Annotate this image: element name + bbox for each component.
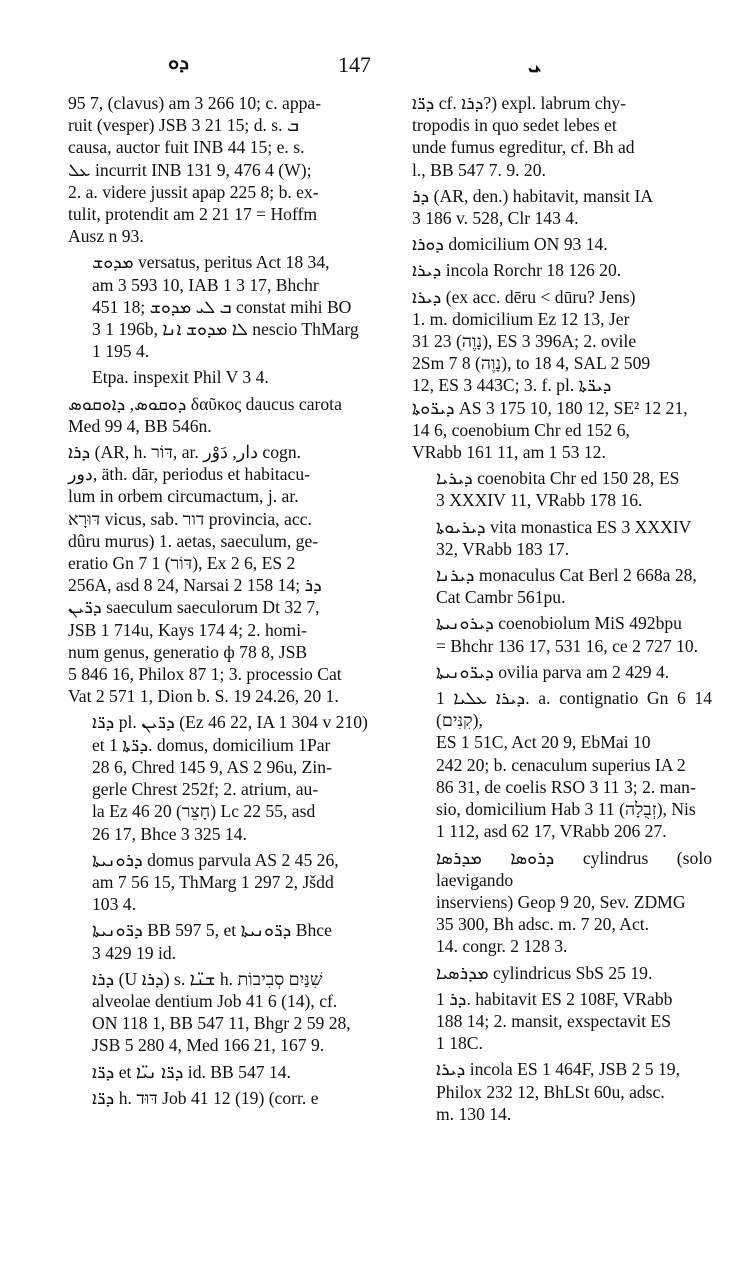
dictionary-entry: ܕܪ 1. habitavit ES 2 108F, VRabb 188 14; 2. mansit, exspectavit ES 1 18C. xyxy=(436,988,673,1054)
dictionary-entry: ܕܝܪܐ ܥܠܝܐ 1. a. contignatio Gn 6 14 (קִנִּים), ES 1 51C, Act 20 9, EbMai 10 242 20; b. cenaculum superius IA 2 86 31, de coelis RSO 3 11 3; 2. man- sio, domicilium Hab 3 11 (זְבֻלָה), Nis 1 112, asd 62 17, VRabb 206 27. xyxy=(436,688,712,842)
dictionary-entry: ܕܪ̈ܐ pl. ܕܪ̈ܝܢ (Ez 46 22, IA 1 304 v 210) et ܕܪ̈ܬܐ 1. domus, domicilium 1Par 28 6, Chred 145 9, AS 2 96u, Zin- gerle Chrest 252f; 2. atrium, au- la Ez 46 20 (חָצֵר) Lc 22 55, asd 26 17, Bhce 3 325 14. xyxy=(92,712,368,844)
left-column xyxy=(68,92,372,1113)
header-right-catchword: ܝ xyxy=(528,52,541,77)
dictionary-entry: ܡܕܪܣܝܐ cylindricus SbS 25 19. xyxy=(436,962,653,983)
header-left-catchword: ܕܘ xyxy=(168,52,190,74)
dictionary-entry: ܕܪܘܣܐ ܡܕܪܣܐ cylindrus (solo laevigando inserviens) Geop 9 20, Sev. ZDMG 35 300, Bh adsc. m. 7 20, Act. 14. congr. 2 128 3. xyxy=(436,847,712,957)
dictionary-entry: ܕܝܪܝܐ coenobita Chr ed 150 28, ES 3 XXXIV 11, VRabb 178 16. xyxy=(436,468,680,511)
dictionary-entry: ܕܝܪܢܐ monaculus Cat Berl 2 668a 28, Cat Cambr 561pu. xyxy=(436,565,697,608)
dictionary-entry: ܕܝܪܝܘܬܐ vita monastica ES 3 XXXIV 32, VRabb 183 17. xyxy=(436,516,692,559)
dictionary-entry: ܕܪܐ (U ܕܪܐ) s. ܫܢ̈ܐ h. שִׁנַּיִם סְבִיבוֹת alveolae dentium Job 41 6 (14), cf. ON 118 1, BB 547 11, Bhgr 2 59 28, JSB 5 280 4, Med 166 21, 167 9. xyxy=(92,968,351,1056)
dictionary-entry: ܕܝܪ̈ܘܢܝܬܐ ovilia parva am 2 429 4. xyxy=(436,661,670,682)
right-column xyxy=(412,92,712,1129)
dictionary-entry: ܕܝܪܐ incola ES 1 464F, JSB 2 5 19, Philox 232 12, BhLSt 60u, adsc. m. 130 14. xyxy=(436,1059,680,1124)
dictionary-entry: ܕܝܪܐ (ex acc. dēru < dūru? Jens) 1. m. domicilium Ez 12 13, Jer 31 23 (נָוֶה), ES 3 396A; 2. ovile 2Sm 7 8 (נָוֶה), to 18 4, SAL 2 509 12, ES 3 443C; 3. f. pl. ܕܝܪ̈ܬܐ ܕܝܪ̈ܘܬܐ AS 3 175 10, 180 12, SE² 12 21, 14 6, coenobium Chr ed 152 6, VRabb 161 11, am 1 53 12. xyxy=(412,286,688,463)
dictionary-entry: ܕܪ̈ܐ cf. ܕܪܐ?) expl. labrum chy- tropodis in quo sedet lebes et unde fumus egreditur, cf. Bh ad l., BB 547 7. 9. 20. xyxy=(412,93,635,180)
dictionary-entry: Etpa. inspexit Phil V 3 4. xyxy=(92,367,269,388)
dictionary-entry: ܕܝܪܐ incola Rorchr 18 126 20. xyxy=(412,260,622,281)
dictionary-entry: 95 7, (clavus) am 3 266 10; c. appa- ruit (vesper) JSB 3 21 15; d. s. ܒ causa, auctor fuit INB 44 15; e. s. ܥܠ incurrit INB 131 9, 476 4 (W); 2. a. videre jussit apap 225 8; b. ex- tulit, protendit am 2 21 17 = Hoffm Ausz n 93. xyxy=(68,93,322,247)
dictionary-entry: ܕܝܪܘܢܝܬܐ coenobiolum MiS 492bpu = Bhchr 136 17, 531 16, ce 2 727 10. xyxy=(436,613,699,656)
dictionary-entry: ܕܪ̈ܐ h. דּוּד Job 41 12 (19) (corr. e xyxy=(92,1087,319,1108)
dictionary-entry: ܕܪ (AR, den.) habitavit, mansit IA 3 186 v. 528, Clr 143 4. xyxy=(412,185,654,229)
dictionary-entry: ܕܘܪܐ domicilium ON 93 14. xyxy=(412,234,608,255)
dictionary-entry: ܕܪܘܢܝܬܐ domus parvula AS 2 45 26, am 7 56 15, ThMarg 1 297 2, Jšdd 103 4. xyxy=(92,849,339,915)
page-number: 147 xyxy=(338,52,371,77)
dictionary-entry: ܕܪܐ (AR, h. דּוֹר, ar. دار, دَوْر cogn. دور, äth. dār, periodus et habitacu- lum in orbem circumactum, j. ar. דּוּרָא vicus, sab. דור provincia, acc. dûru murus) 1. aetas, saeculum, ge- eratio Gn 7 1 (דּוֹר), Ex 2 6, ES 2 256A, asd 8 24, Narsai 2 158 14; ܕܪ ܕܪ̈ܝܢ saeculum saeculorum Dt 32 7, JSB 1 714u, Kays 174 4; 2. homi- num genus, generatio ф 78 8, JSB 5 846 16, Philox 87 1; 3. processio Cat Vat 2 571 1, Dion b. S. 19 24.26, 20 1. xyxy=(68,442,342,707)
dictionary-entry: ܡܕܘܫ versatus, peritus Act 18 34, am 3 593 10, IAB 1 3 17, Bhchr 451 18; ܒ ܠܝ ܡܕܘܫ constat mihi BO 3 1 196b, ܠܐ ܡܕܘܫ ܐܢܐ nescio ThMarg 1 195 4. xyxy=(92,252,359,362)
dictionary-entry: ܕܘܩܘܣ, ܕܐܘܩܘܣ δαῦκος daucus carota Med 99 4, BB 546n. xyxy=(68,393,342,436)
dictionary-entry: ܕܪ̈ܘܢܝܬܐ BB 597 5, et ܕܪ̈ܘܢܝܬܐ Bhce 3 429 19 id. xyxy=(92,920,332,963)
page-header xyxy=(0,52,750,82)
dictionary-entry: ܕܪ̈ܐ et ܕܪ̈ܐ ܢܝ̈ܐ id. BB 547 14. xyxy=(92,1061,291,1082)
